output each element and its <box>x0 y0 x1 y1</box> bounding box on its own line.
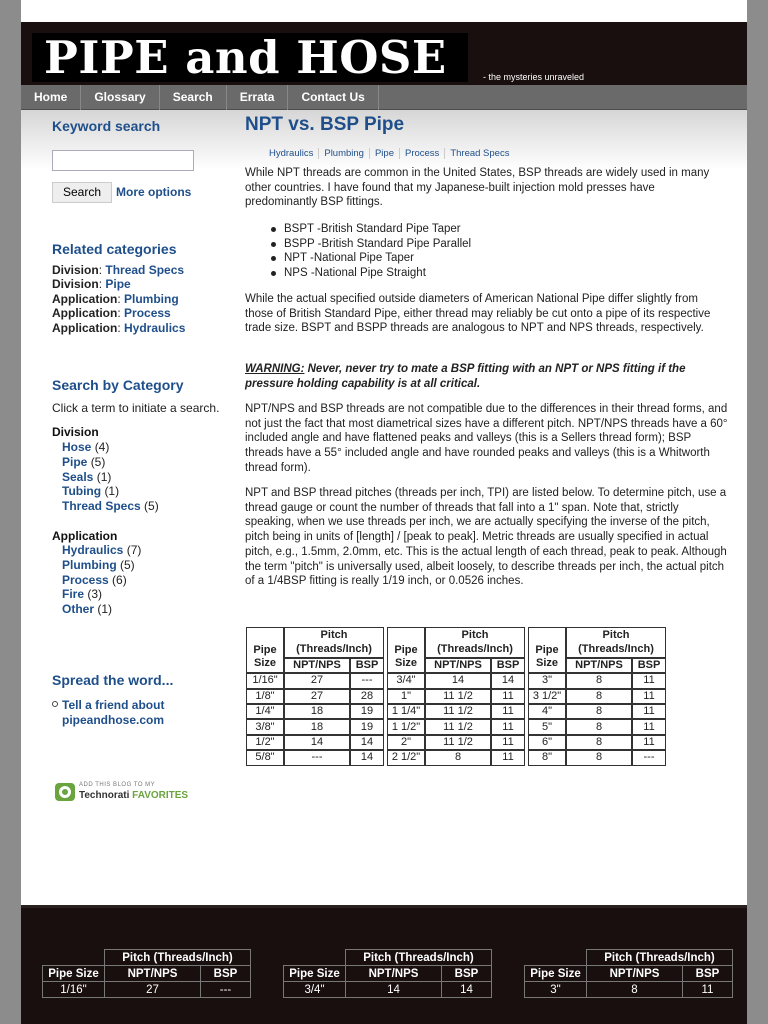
related-item: Division: Pipe <box>52 277 131 291</box>
bsp-cell: 14 <box>350 750 384 765</box>
npt-header: NPT/NPS <box>425 658 491 673</box>
pipe-size-cell: 5" <box>528 719 566 734</box>
warning-note <box>245 362 729 391</box>
paragraph-intro: While NPT threads are common in the United States, BSP threads are widely used in many other countries. I have found that my Japanese-built injection mold presses have predominantly BSP fittings. <box>245 167 710 209</box>
warning-label: WARNING: <box>245 363 305 375</box>
footer-table-row <box>43 982 251 998</box>
pipe-size-cell: 3 1/2" <box>528 689 566 704</box>
category-count: (5) <box>120 558 135 573</box>
category-link-hydraulics[interactable]: Hydraulics <box>62 543 124 558</box>
related-categories-heading: Related categories <box>52 241 177 257</box>
keyword-search-input[interactable] <box>52 150 194 171</box>
bsp-cell: 11 <box>491 750 525 765</box>
list-item: NPT -National Pipe Taper <box>271 251 471 266</box>
category-count: (6) <box>112 572 127 587</box>
pitch-header: Pitch <box>284 627 384 642</box>
footer-header-row <box>43 966 251 982</box>
blank-cell <box>284 950 346 966</box>
category-item <box>52 543 219 558</box>
bsp-header: BSP <box>491 658 525 673</box>
paragraph-compatibility: NPT/NPS and BSP threads are not compatible due to the differences in their thread forms, and not just the fact that most diametrical sizes have a different pitch. NPT/NPS threads have a 60° included angle and have flattened peaks and valleys (this is a Sellers thread form); BSP threads have a 55° included angle and have rounded peaks and valleys (this is a Whitworth thread form). <box>245 403 728 474</box>
table-header-row <box>246 627 666 642</box>
bsp-header: BSP <box>632 658 666 673</box>
site-header <box>21 22 747 85</box>
size-label: Size <box>253 657 276 670</box>
spread-the-word <box>52 672 237 728</box>
page <box>21 0 747 1024</box>
bullet-icon <box>52 701 58 707</box>
footer-pipe-size-header: Pipe Size <box>525 966 587 982</box>
footer-header-row <box>284 966 492 982</box>
npt-cell: 27 <box>105 982 201 998</box>
related-label: Division <box>52 262 99 277</box>
pitch-table <box>246 627 666 766</box>
table-row <box>246 673 666 688</box>
category-item <box>52 573 219 588</box>
thread-type-list <box>271 222 471 281</box>
footer-header-row <box>525 966 733 982</box>
category-item <box>52 440 219 455</box>
category-link-seals[interactable]: Seals <box>62 469 94 484</box>
warning-text: Never, never try to mate a BSP fitting with an NPT or NPS fitting if the pressure holding capability is at all critical. <box>245 363 686 390</box>
pipe-label: Pipe <box>535 644 559 657</box>
npt-cell: 8 <box>566 735 632 750</box>
bsp-cell: 11 <box>632 719 666 734</box>
pipe-size-cell: 3/4" <box>284 982 346 998</box>
tpi-header: (Threads/Inch) <box>284 642 384 657</box>
list-item: NPS -National Pipe Straight <box>271 266 471 281</box>
pipe-size-cell: 1/4" <box>246 704 284 719</box>
category-intro: Click a term to initiate a search. <box>52 400 220 415</box>
npt-cell: 14 <box>425 673 491 688</box>
paragraph-pitch: NPT and BSP thread pitches (threads per inch, TPI) are listed below. To determine pitch, use a thread gauge or count the number of threads that fall into a 1" span. Note that, strictly speaking, when we use threads per inch, we are actually specifying the inverse of the pitch, pitch being in units of [length] / [peak to peak]. Metric threads are usually specified in actual pitch, e.g., 1.5mm, 2.0mm, etc. This is the actual length of each thread, peak to peak. Although the term "pitch" is universally used, albeit loosely, to describe threads per inch, the actual pitch of a 1/4BSP fitting is really 1/19 inch, or 0.0526 inches. <box>245 487 727 588</box>
pitch-header: Pitch <box>566 627 666 642</box>
npt-cell: 8 <box>566 673 632 688</box>
table-header-row <box>246 642 666 657</box>
list-item: BSPT -British Standard Pipe Taper <box>271 222 471 237</box>
category-link-pipe[interactable]: Pipe <box>62 454 88 469</box>
related-link-process[interactable]: Process <box>124 306 171 320</box>
npt-cell: 11 1/2 <box>425 689 491 704</box>
footer-bsp-header: BSP <box>683 966 733 982</box>
tag-hydraulics[interactable]: Hydraulics <box>264 148 319 159</box>
related-item: Division: Thread Specs <box>52 262 185 277</box>
related-link-pipe[interactable]: Pipe <box>105 277 131 291</box>
pipe-label: Pipe <box>394 644 418 657</box>
list-item: BSPP -British Standard Pipe Parallel <box>271 237 471 252</box>
category-count: (1) <box>96 469 112 484</box>
category-link-process[interactable]: Process <box>62 572 109 587</box>
related-label: Application <box>52 291 118 306</box>
footer-pitch-table <box>283 949 492 998</box>
footer-header-row <box>525 950 733 966</box>
npt-cell: 8 <box>566 750 632 765</box>
nav-errata[interactable]: Errata <box>227 85 289 110</box>
pipe-size-cell: 8" <box>528 750 566 765</box>
bsp-cell: --- <box>350 673 384 688</box>
technorati-small-text: ADD THIS BLOG TO MY <box>79 782 156 788</box>
group-division: Division <box>52 425 99 440</box>
category-item <box>52 455 219 470</box>
pipe-size-cell: 5/8" <box>246 750 284 765</box>
bsp-cell: 11 <box>632 704 666 719</box>
category-link-other[interactable]: Other <box>62 602 95 617</box>
bsp-cell: 19 <box>350 719 384 734</box>
related-label: Application <box>52 306 118 320</box>
pipe-size-cell: 4" <box>528 704 566 719</box>
footer-table-row <box>525 982 733 998</box>
footer-npt-header: NPT/NPS <box>587 966 683 982</box>
table-header-row <box>246 658 666 673</box>
table-row <box>246 750 666 765</box>
bsp-cell: 11 <box>683 982 733 998</box>
search-button[interactable]: Search <box>52 182 112 203</box>
pipe-size-cell: 1/2" <box>246 735 284 750</box>
tpi-header: (Threads/Inch) <box>566 642 666 657</box>
related-link-thread-specs[interactable]: Thread Specs <box>105 262 185 277</box>
tell-friend-item <box>52 698 237 728</box>
bsp-cell: 11 <box>632 689 666 704</box>
footer-bsp-header: BSP <box>201 966 251 982</box>
group-application: Application <box>52 528 118 543</box>
blank-cell <box>525 950 587 966</box>
bsp-cell: 11 <box>632 735 666 750</box>
pipe-header <box>246 627 284 673</box>
npt-cell: 27 <box>284 673 350 688</box>
footer <box>21 905 747 1024</box>
category-item <box>52 484 219 499</box>
more-options-link[interactable]: More options <box>116 185 192 199</box>
main-nav <box>21 85 747 110</box>
nav-home[interactable]: Home <box>21 85 81 110</box>
bsp-cell: 19 <box>350 704 384 719</box>
category-count: (1) <box>104 484 120 499</box>
category-link-hose[interactable]: Hose <box>62 440 92 455</box>
article-title: NPT vs. BSP Pipe <box>245 114 405 135</box>
pipe-size-cell: 1 1/2" <box>387 719 425 734</box>
bsp-cell: 28 <box>350 689 384 704</box>
related-item: Application: Process <box>52 306 171 320</box>
footer-pipe-size-header: Pipe Size <box>43 966 105 982</box>
category-count: (7) <box>126 543 142 558</box>
spread-heading: Spread the word... <box>52 672 174 688</box>
table-row <box>246 704 666 719</box>
bsp-cell: 11 <box>491 735 525 750</box>
paragraph-diameters: While the actual specified outside diameters of American National Pipe differ slightly from those of British Standard Pipe, either thread may reliably be cut onto a pipe of its respective trade size. BSPT and BSPP threads are analogous to NPT and NPS threads, respectively. <box>245 293 711 335</box>
npt-cell: 11 1/2 <box>425 735 491 750</box>
category-item <box>52 470 219 485</box>
tpi-header: (Threads/Inch) <box>425 642 525 657</box>
category-link-thread-specs[interactable]: Thread Specs <box>62 498 141 513</box>
footer-table-row <box>284 982 492 998</box>
pitch-header: Pitch <box>425 627 525 642</box>
category-item <box>52 499 219 514</box>
category-link-plumbing[interactable]: Plumbing <box>62 558 117 573</box>
bsp-cell: 14 <box>491 673 525 688</box>
npt-cell: 11 1/2 <box>425 704 491 719</box>
technorati-favorites: FAVORITES <box>132 790 189 801</box>
tag-thread-specs[interactable]: Thread Specs <box>450 148 510 159</box>
footer-pitch-header: Pitch (Threads/Inch) <box>346 950 492 966</box>
npt-cell: 8 <box>425 750 491 765</box>
category-link-fire[interactable]: Fire <box>62 587 85 602</box>
sidebar <box>52 118 237 801</box>
npt-cell: 8 <box>587 982 683 998</box>
footer-pitch-header: Pitch (Threads/Inch) <box>587 950 733 966</box>
search-by-category <box>52 378 219 617</box>
technorati-name: Technorati <box>79 790 130 801</box>
tag-process[interactable]: Process <box>400 148 445 159</box>
npt-cell: 11 1/2 <box>425 719 491 734</box>
related-item: Application: Hydraulics <box>52 320 186 335</box>
pipe-size-cell: 3" <box>525 982 587 998</box>
category-count: (5) <box>144 498 159 513</box>
footer-npt-header: NPT/NPS <box>105 966 201 982</box>
site-tagline: - the mysteries unraveled <box>483 72 585 82</box>
tag-list <box>264 147 514 162</box>
bsp-cell: 11 <box>491 704 525 719</box>
pipe-size-cell: 3/8" <box>246 719 284 734</box>
related-categories <box>52 242 185 335</box>
category-count: (4) <box>94 440 110 455</box>
npt-cell: 8 <box>566 704 632 719</box>
keyword-search-heading: Keyword search <box>52 118 161 134</box>
pipe-header <box>528 627 566 673</box>
bsp-cell: 11 <box>632 673 666 688</box>
tell-friend-link[interactable]: Tell a friend about pipeandhose.com <box>62 698 165 727</box>
npt-cell: 14 <box>346 982 442 998</box>
pipe-size-cell: 2" <box>387 735 425 750</box>
article <box>245 114 729 764</box>
pitch-table-body <box>246 627 666 766</box>
technorati-logo-icon <box>55 783 75 801</box>
nav-glossary[interactable]: Glossary <box>81 85 159 110</box>
npt-cell: 18 <box>284 704 350 719</box>
category-item <box>52 558 219 573</box>
pipe-size-cell: 1/16" <box>246 673 284 688</box>
pipe-size-cell: 1 1/4" <box>387 704 425 719</box>
npt-cell: 8 <box>566 689 632 704</box>
technorati-text <box>79 790 188 801</box>
related-label: Application <box>52 320 118 335</box>
npt-cell: --- <box>284 750 350 765</box>
bsp-cell: 11 <box>491 689 525 704</box>
pipe-header <box>387 627 425 673</box>
bsp-cell: --- <box>201 982 251 998</box>
npt-cell: 8 <box>566 719 632 734</box>
nav-search[interactable]: Search <box>160 85 227 110</box>
pipe-size-cell: 2 1/2" <box>387 750 425 765</box>
bsp-cell: 11 <box>491 719 525 734</box>
size-label: Size <box>535 657 558 670</box>
pipe-label: Pipe <box>253 644 277 657</box>
footer-header-row <box>43 950 251 966</box>
footer-bsp-header: BSP <box>442 966 492 982</box>
nav-contact-us[interactable]: Contact Us <box>288 85 378 110</box>
npt-cell: 18 <box>284 719 350 734</box>
category-item <box>52 587 219 602</box>
pipe-size-cell: 3/4" <box>387 673 425 688</box>
footer-pitch-table <box>42 949 251 998</box>
bsp-cell: 14 <box>442 982 492 998</box>
related-label: Division <box>52 277 99 291</box>
category-count: (1) <box>97 602 113 617</box>
table-row <box>246 735 666 750</box>
footer-pitch-header: Pitch (Threads/Inch) <box>105 950 251 966</box>
pipe-size-cell: 1" <box>387 689 425 704</box>
pipe-size-cell: 6" <box>528 735 566 750</box>
category-count: (3) <box>87 587 103 602</box>
footer-npt-header: NPT/NPS <box>346 966 442 982</box>
pipe-size-cell: 3" <box>528 673 566 688</box>
category-link-tubing[interactable]: Tubing <box>62 484 102 499</box>
table-row <box>246 689 666 704</box>
npt-header: NPT/NPS <box>566 658 632 673</box>
search-by-category-heading: Search by Category <box>52 377 184 393</box>
tag-plumbing[interactable]: Plumbing <box>319 148 370 159</box>
blank-cell <box>43 950 105 966</box>
category-item <box>52 602 219 617</box>
related-link-plumbing[interactable]: Plumbing <box>124 291 179 306</box>
bsp-cell: --- <box>632 750 666 765</box>
pipe-size-cell: 1/16" <box>43 982 105 998</box>
bsp-cell: 14 <box>350 735 384 750</box>
related-link-hydraulics[interactable]: Hydraulics <box>124 320 186 335</box>
footer-header-row <box>284 950 492 966</box>
footer-pipe-size-header: Pipe Size <box>284 966 346 982</box>
footer-pitch-table <box>524 949 733 998</box>
category-count: (5) <box>90 454 106 469</box>
related-item: Application: Plumbing <box>52 291 179 306</box>
site-logo[interactable]: PIPE and HOSE <box>32 33 468 82</box>
size-label: Size <box>394 657 417 670</box>
pipe-size-cell: 1/8" <box>246 689 284 704</box>
tag-pipe[interactable]: Pipe <box>370 148 400 159</box>
npt-header: NPT/NPS <box>284 658 350 673</box>
npt-cell: 27 <box>284 689 350 704</box>
npt-cell: 14 <box>284 735 350 750</box>
bsp-header: BSP <box>350 658 384 673</box>
table-row <box>246 719 666 734</box>
